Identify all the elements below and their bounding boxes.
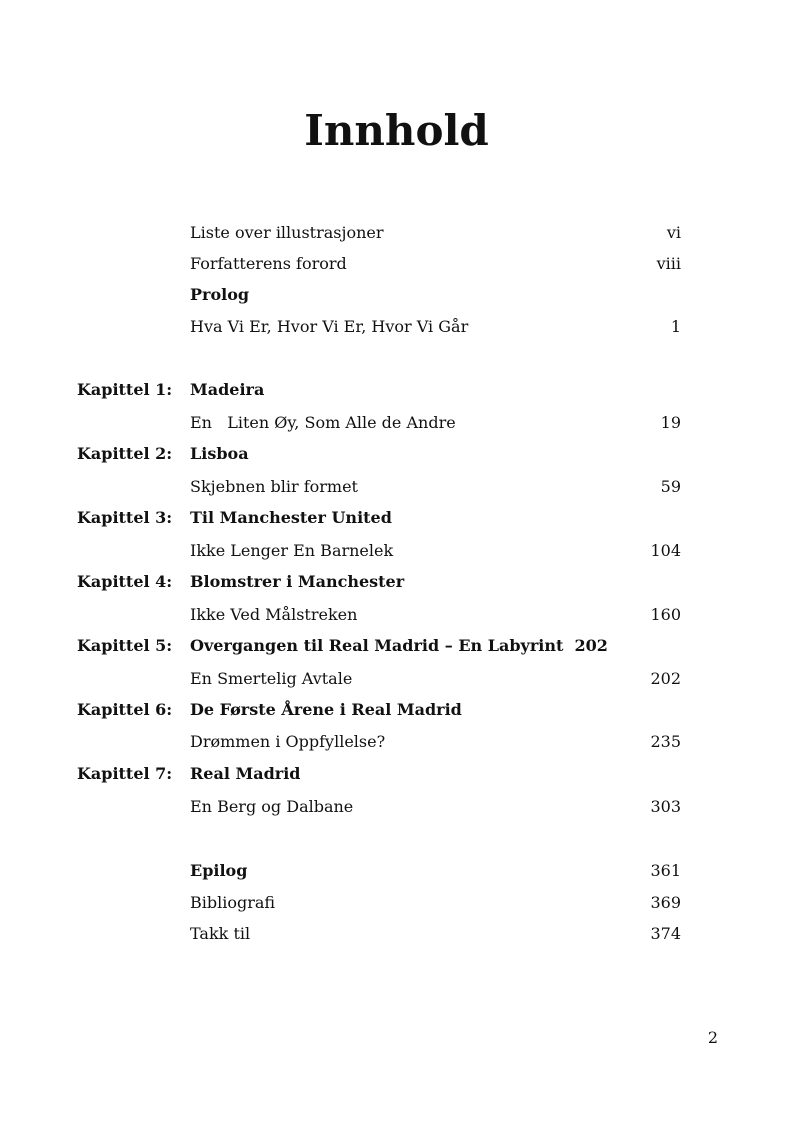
- toc-page-number: 104: [650, 541, 681, 560]
- chapter-number: Kapittel 4:: [77, 572, 173, 591]
- toc-page-number: 369: [650, 893, 681, 912]
- toc-entry-label: Liste over illustrasjoner: [190, 223, 384, 242]
- toc-page-number: 59: [660, 477, 681, 496]
- toc-row: [0, 475, 793, 499]
- toc-page-number: 235: [650, 732, 681, 751]
- chapter-number: Kapittel 1:: [77, 380, 173, 399]
- chapter-subtitle: Skjebnen blir formet: [190, 477, 358, 496]
- toc-row: [0, 730, 793, 754]
- toc-entry-label: Epilog: [190, 861, 248, 880]
- toc-page-number: vi: [666, 223, 681, 242]
- chapter-title: Lisboa: [190, 444, 249, 463]
- toc-row: [0, 603, 793, 627]
- toc-row: [0, 667, 793, 691]
- chapter-number: Kapittel 6:: [77, 700, 173, 719]
- toc-row: [0, 283, 793, 307]
- chapter-heading-row: [0, 442, 793, 466]
- toc-row: [0, 221, 793, 245]
- toc-row: [0, 891, 793, 915]
- toc-row: [0, 922, 793, 946]
- toc-page-number: 19: [660, 413, 681, 432]
- page-number: 2: [707, 1028, 718, 1047]
- toc-page-number: 374: [650, 924, 681, 943]
- toc-entry-label: Bibliografi: [190, 893, 276, 912]
- chapter-heading-row: [0, 378, 793, 402]
- toc-entry-label: Hva Vi Er, Hvor Vi Er, Hvor Vi Går: [190, 317, 469, 336]
- chapter-number: Kapittel 5:: [77, 636, 173, 655]
- toc-entry-label: Takk til: [190, 924, 251, 943]
- chapter-title: Til Manchester United: [190, 508, 392, 527]
- chapter-title: Blomstrer i Manchester: [190, 572, 405, 591]
- chapter-heading-row: [0, 698, 793, 722]
- chapter-number: Kapittel 3:: [77, 508, 173, 527]
- toc-row: [0, 795, 793, 819]
- chapter-heading-row: [0, 762, 793, 786]
- toc-page-number: 303: [650, 797, 681, 816]
- toc-page-number: 361: [650, 861, 681, 880]
- toc-row: [0, 859, 793, 883]
- toc-entry-label: Forfatterens forord: [190, 254, 347, 273]
- chapter-subtitle: Drømmen i Oppfyllelse?: [190, 732, 386, 751]
- toc-page-number: 202: [650, 669, 681, 688]
- chapter-heading-row: [0, 570, 793, 594]
- chapter-number: Kapittel 7:: [77, 764, 173, 783]
- chapter-heading-row: [0, 634, 793, 658]
- chapter-subtitle: En Liten Øy, Som Alle de Andre: [190, 413, 456, 432]
- chapter-subtitle: Ikke Lenger En Barnelek: [190, 541, 394, 560]
- toc-row: [0, 315, 793, 339]
- chapter-subtitle: En Smertelig Avtale: [190, 669, 353, 688]
- toc-row: [0, 539, 793, 563]
- toc-page-number: 1: [670, 317, 681, 336]
- chapter-title: Real Madrid: [190, 764, 301, 783]
- toc-entry-label: Prolog: [190, 285, 250, 304]
- chapter-subtitle: En Berg og Dalbane: [190, 797, 354, 816]
- chapter-heading-row: [0, 506, 793, 530]
- chapter-subtitle: Ikke Ved Målstreken: [190, 605, 358, 624]
- toc-page-number: viii: [656, 254, 681, 273]
- chapter-number: Kapittel 2:: [77, 444, 173, 463]
- toc-row: [0, 252, 793, 276]
- page-title: Innhold: [304, 106, 489, 155]
- chapter-title: De Første Årene i Real Madrid: [190, 700, 462, 719]
- chapter-title: Overgangen til Real Madrid – En Labyrint 202: [190, 636, 608, 655]
- chapter-title: Madeira: [190, 380, 265, 399]
- toc-page-number: 160: [650, 605, 681, 624]
- toc-row: [0, 411, 793, 435]
